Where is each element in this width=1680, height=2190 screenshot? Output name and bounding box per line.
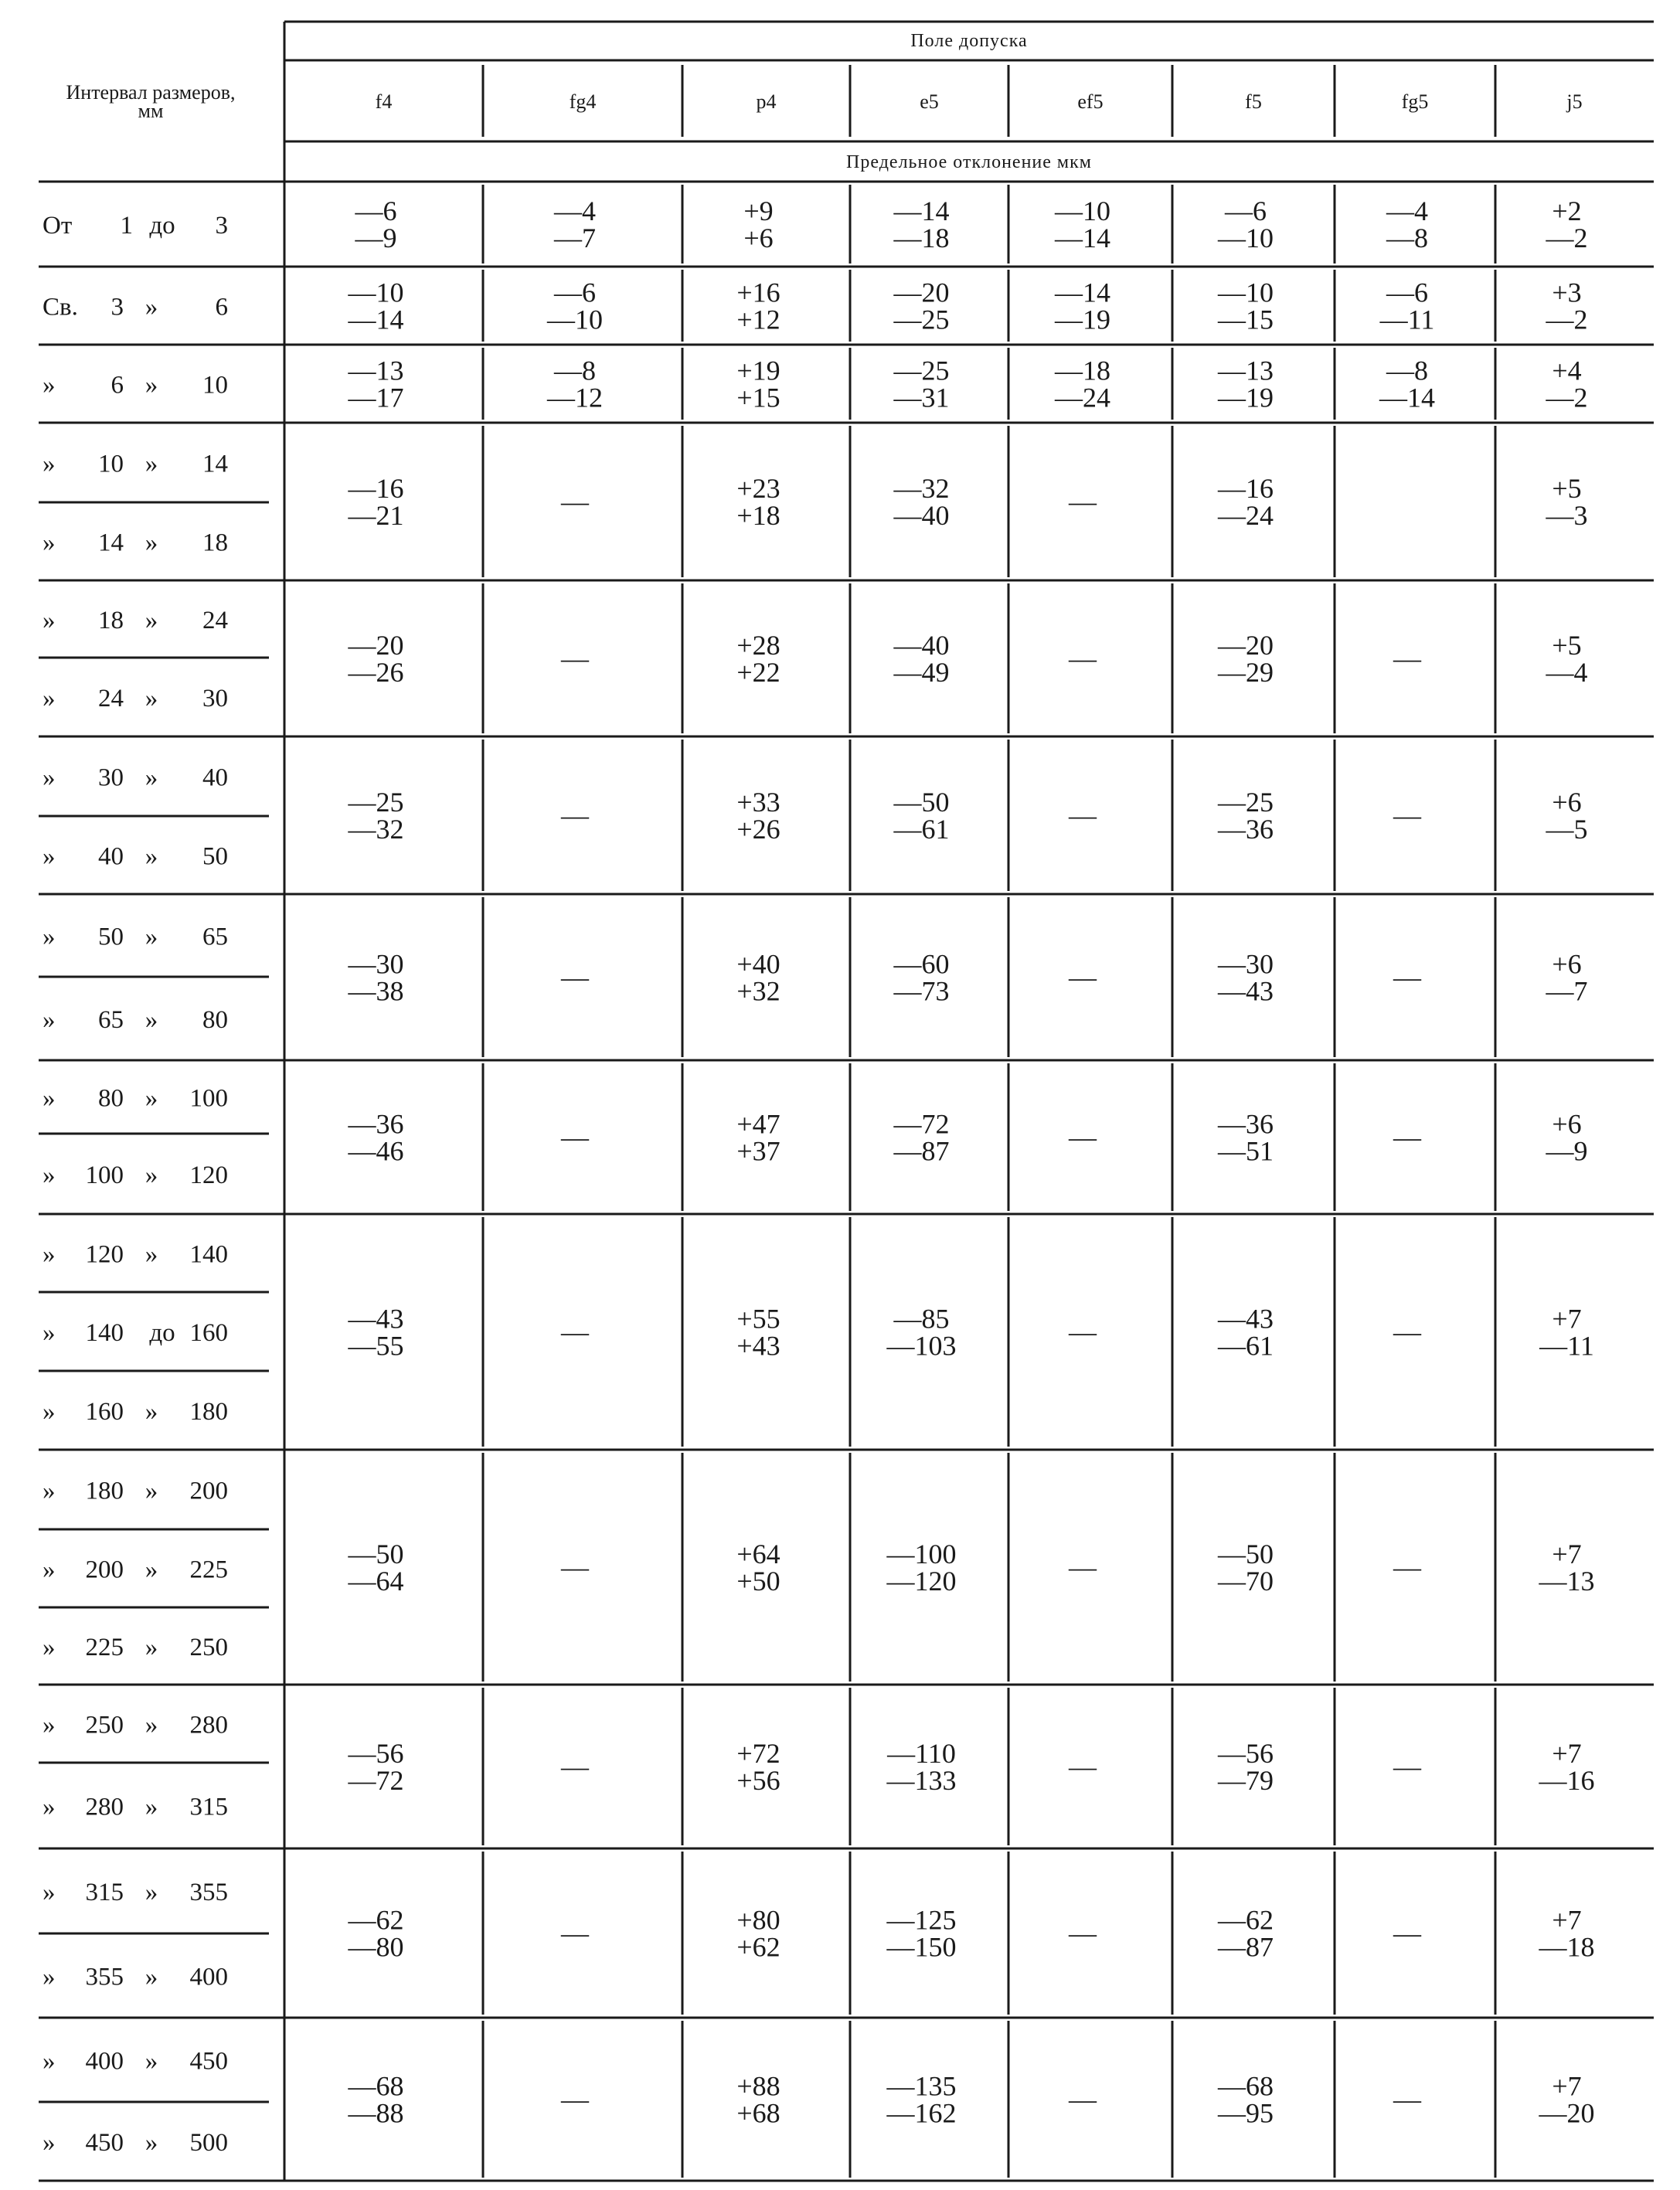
interval-separator: » bbox=[145, 1161, 158, 1189]
lower-deviation: —73 bbox=[893, 975, 950, 1007]
upper-deviation: —56 bbox=[1218, 1738, 1274, 1769]
interval-to: 18 bbox=[202, 529, 228, 557]
interval-to: 50 bbox=[202, 842, 228, 871]
interval-separator: » bbox=[145, 1398, 158, 1426]
lower-deviation: —150 bbox=[886, 1931, 957, 1963]
no-value-dash: — bbox=[561, 1917, 589, 1949]
lower-deviation: —18 bbox=[1539, 1931, 1595, 1963]
interval-separator: » bbox=[145, 1240, 158, 1269]
interval-separator: » bbox=[145, 2129, 158, 2157]
interval-to: 14 bbox=[202, 450, 228, 478]
lower-deviation: —2 bbox=[1546, 304, 1588, 335]
interval-to: 200 bbox=[189, 1477, 228, 1505]
interval-from: 18 bbox=[98, 607, 124, 634]
no-value-dash: — bbox=[561, 486, 589, 517]
column-header-j5: j5 bbox=[1566, 90, 1583, 113]
interval-separator: » bbox=[145, 450, 158, 478]
upper-deviation: —36 bbox=[348, 1108, 404, 1140]
lower-deviation: —21 bbox=[348, 500, 404, 531]
interval-header-label: Интервал размеров, bbox=[66, 81, 236, 104]
no-value-dash: — bbox=[561, 1751, 589, 1782]
interval-prefix: » bbox=[43, 1477, 56, 1505]
no-value-dash: — bbox=[561, 643, 589, 674]
interval-to: 80 bbox=[202, 1006, 228, 1034]
lower-deviation: —51 bbox=[1218, 1135, 1274, 1167]
interval-separator: » bbox=[145, 1711, 158, 1739]
upper-deviation: +64 bbox=[736, 1539, 780, 1569]
interval-separator: » bbox=[145, 1006, 158, 1034]
lower-deviation: +22 bbox=[736, 657, 780, 688]
upper-deviation: —43 bbox=[1218, 1303, 1274, 1335]
lower-deviation: —87 bbox=[893, 1135, 950, 1167]
lower-deviation: —95 bbox=[1218, 2097, 1274, 2129]
upper-deviation: —6 bbox=[554, 277, 596, 308]
upper-deviation: —6 bbox=[1386, 277, 1428, 308]
lower-deviation: +6 bbox=[743, 223, 774, 253]
upper-deviation: +23 bbox=[736, 473, 780, 504]
lower-deviation: —16 bbox=[1539, 1765, 1595, 1796]
upper-deviation: —43 bbox=[348, 1303, 404, 1335]
lower-deviation: —32 bbox=[348, 814, 404, 845]
lower-deviation: —55 bbox=[348, 1330, 404, 1362]
interval-from: 250 bbox=[85, 1711, 124, 1739]
upper-deviation: +7 bbox=[1552, 1738, 1582, 1769]
interval-from: 400 bbox=[85, 2047, 124, 2076]
interval-prefix: От bbox=[43, 212, 73, 240]
lower-deviation: —80 bbox=[348, 1931, 404, 1963]
upper-deviation: +6 bbox=[1552, 948, 1582, 980]
interval-prefix: » bbox=[43, 1793, 56, 1821]
lower-deviation: —10 bbox=[1218, 223, 1274, 253]
upper-deviation: —18 bbox=[1055, 355, 1110, 386]
table-text bbox=[43, 31, 1595, 2157]
upper-deviation: —16 bbox=[348, 473, 404, 504]
interval-to: 355 bbox=[189, 1879, 228, 1906]
lower-deviation: —49 bbox=[893, 657, 950, 688]
interval-separator: » bbox=[145, 1084, 158, 1113]
no-value-dash: — bbox=[1069, 2083, 1097, 2115]
lower-deviation: +18 bbox=[736, 500, 780, 531]
column-header-f4: f4 bbox=[375, 90, 393, 113]
interval-prefix: » bbox=[43, 923, 56, 951]
interval-prefix: » bbox=[43, 1556, 56, 1584]
lower-deviation: —72 bbox=[348, 1765, 404, 1796]
interval-to: 500 bbox=[189, 2129, 228, 2157]
no-value-dash: — bbox=[1393, 1316, 1421, 1348]
upper-deviation: —50 bbox=[1218, 1539, 1274, 1569]
lower-deviation: —14 bbox=[348, 304, 404, 335]
upper-deviation: —100 bbox=[886, 1539, 957, 1569]
lower-deviation: —133 bbox=[886, 1765, 957, 1796]
interval-prefix: » bbox=[43, 1240, 56, 1269]
no-value-dash: — bbox=[1069, 1751, 1097, 1782]
lower-deviation: —70 bbox=[1218, 1566, 1274, 1597]
no-value-dash: — bbox=[1393, 2083, 1421, 2115]
interval-prefix: » bbox=[43, 1161, 56, 1189]
upper-deviation: +72 bbox=[736, 1738, 780, 1769]
no-value-dash: — bbox=[1393, 1751, 1421, 1782]
interval-from: 14 bbox=[98, 529, 124, 557]
upper-deviation: +40 bbox=[736, 948, 780, 980]
upper-deviation: —10 bbox=[1055, 196, 1110, 226]
interval-from: 180 bbox=[85, 1477, 124, 1505]
interval-separator: » bbox=[145, 1879, 158, 1906]
no-value-dash: — bbox=[1393, 1552, 1421, 1583]
interval-separator: » bbox=[145, 1634, 158, 1661]
interval-separator: » bbox=[145, 1963, 158, 1991]
interval-prefix: » bbox=[43, 1398, 56, 1426]
upper-deviation: +80 bbox=[736, 1904, 780, 1936]
upper-deviation: —60 bbox=[893, 948, 950, 980]
interval-to: 450 bbox=[189, 2047, 228, 2076]
no-value-dash: — bbox=[561, 961, 589, 993]
lower-deviation: —15 bbox=[1218, 304, 1274, 335]
lower-deviation: —13 bbox=[1539, 1566, 1595, 1597]
lower-deviation: —3 bbox=[1546, 500, 1588, 531]
upper-deviation: —20 bbox=[893, 277, 950, 308]
lower-deviation: —24 bbox=[1218, 500, 1274, 531]
table-rules bbox=[39, 22, 1654, 2181]
no-value-dash: — bbox=[1393, 800, 1421, 831]
upper-deviation: —14 bbox=[893, 196, 950, 226]
upper-deviation: —68 bbox=[348, 2070, 404, 2102]
interval-from: 355 bbox=[85, 1963, 124, 1991]
upper-deviation: —6 bbox=[355, 196, 397, 226]
upper-deviation: —4 bbox=[1386, 196, 1428, 226]
lower-deviation: —36 bbox=[1218, 814, 1274, 845]
lower-deviation: —9 bbox=[1546, 1135, 1588, 1167]
lower-deviation: +37 bbox=[736, 1135, 780, 1167]
upper-deviation: —40 bbox=[893, 630, 950, 661]
interval-to: 3 bbox=[215, 212, 228, 240]
upper-deviation: —30 bbox=[1218, 948, 1274, 980]
upper-deviation: +7 bbox=[1552, 1303, 1582, 1335]
interval-prefix: » bbox=[43, 2047, 56, 2076]
interval-to: 160 bbox=[189, 1319, 228, 1347]
upper-deviation: +5 bbox=[1552, 630, 1582, 661]
deviation-header: Предельное отклонение мкм bbox=[846, 152, 1092, 172]
upper-deviation: —13 bbox=[348, 355, 404, 386]
lower-deviation: —20 bbox=[1539, 2097, 1595, 2129]
upper-deviation: —85 bbox=[893, 1303, 950, 1335]
column-header-e5: e5 bbox=[920, 90, 939, 113]
no-value-dash: — bbox=[1069, 800, 1097, 831]
interval-prefix: » bbox=[43, 2129, 56, 2157]
no-value-dash: — bbox=[1393, 1121, 1421, 1153]
upper-deviation: +88 bbox=[736, 2070, 780, 2102]
upper-deviation: —62 bbox=[1218, 1904, 1274, 1936]
no-value-dash: — bbox=[1069, 961, 1097, 993]
upper-deviation: —25 bbox=[1218, 787, 1274, 818]
upper-deviation: —30 bbox=[348, 948, 404, 980]
interval-from: 120 bbox=[85, 1240, 124, 1269]
upper-deviation: +3 bbox=[1552, 277, 1582, 308]
upper-deviation: —13 bbox=[1218, 355, 1274, 386]
interval-from: 315 bbox=[85, 1879, 124, 1906]
upper-deviation: —36 bbox=[1218, 1108, 1274, 1140]
upper-deviation: —20 bbox=[1218, 630, 1274, 661]
upper-deviation: —56 bbox=[348, 1738, 404, 1769]
lower-deviation: —38 bbox=[348, 975, 404, 1007]
lower-deviation: —162 bbox=[886, 2097, 957, 2129]
interval-prefix: » bbox=[43, 371, 56, 400]
no-value-dash: — bbox=[1069, 1917, 1097, 1949]
interval-from: 65 bbox=[98, 1006, 124, 1034]
lower-deviation: —26 bbox=[348, 657, 404, 688]
lower-deviation: —88 bbox=[348, 2097, 404, 2129]
interval-from: 140 bbox=[85, 1319, 124, 1347]
interval-from: 3 bbox=[111, 293, 124, 321]
lower-deviation: —31 bbox=[893, 382, 950, 413]
lower-deviation: —19 bbox=[1055, 304, 1110, 335]
interval-to: 225 bbox=[189, 1556, 228, 1584]
interval-to: 400 bbox=[189, 1963, 228, 1991]
lower-deviation: +32 bbox=[736, 975, 780, 1007]
no-value-dash: — bbox=[1393, 961, 1421, 993]
interval-prefix: Св. bbox=[43, 293, 78, 321]
no-value-dash: — bbox=[1069, 1316, 1097, 1348]
lower-deviation: —18 bbox=[893, 223, 950, 253]
interval-prefix: » bbox=[43, 1084, 56, 1113]
lower-deviation: —12 bbox=[547, 382, 603, 413]
no-value-dash: — bbox=[1069, 1121, 1097, 1153]
interval-separator: » bbox=[145, 529, 158, 557]
upper-deviation: +19 bbox=[736, 355, 780, 386]
interval-prefix: » bbox=[43, 450, 56, 478]
interval-prefix: » bbox=[43, 1006, 56, 1034]
interval-separator: » bbox=[145, 685, 158, 712]
lower-deviation: —11 bbox=[1539, 1330, 1594, 1362]
no-value-dash: — bbox=[1069, 1552, 1097, 1583]
interval-from: 6 bbox=[111, 371, 124, 400]
lower-deviation: —14 bbox=[1379, 382, 1435, 413]
interval-to: 10 bbox=[202, 371, 228, 400]
upper-deviation: —72 bbox=[893, 1108, 950, 1140]
interval-to: 30 bbox=[202, 685, 228, 712]
interval-separator: до bbox=[149, 212, 175, 240]
lower-deviation: +12 bbox=[736, 304, 780, 335]
no-value-dash: — bbox=[561, 1316, 589, 1348]
upper-deviation: +2 bbox=[1552, 196, 1582, 226]
lower-deviation: —17 bbox=[348, 382, 404, 413]
lower-deviation: —4 bbox=[1546, 657, 1588, 688]
lower-deviation: —2 bbox=[1546, 223, 1588, 253]
interval-separator: » bbox=[145, 293, 158, 321]
interval-to: 280 bbox=[189, 1711, 228, 1739]
upper-deviation: —10 bbox=[1218, 277, 1274, 308]
interval-prefix: » bbox=[43, 607, 56, 634]
upper-deviation: +28 bbox=[736, 630, 780, 661]
interval-to: 250 bbox=[189, 1634, 228, 1661]
lower-deviation: +56 bbox=[736, 1765, 780, 1796]
interval-prefix: » bbox=[43, 685, 56, 712]
no-value-dash: — bbox=[561, 1552, 589, 1583]
interval-prefix: » bbox=[43, 1711, 56, 1739]
upper-deviation: —50 bbox=[893, 787, 950, 818]
upper-deviation: —8 bbox=[554, 355, 596, 386]
interval-from: 40 bbox=[98, 842, 124, 871]
interval-separator: » bbox=[145, 371, 158, 400]
upper-deviation: +47 bbox=[736, 1108, 780, 1140]
upper-deviation: —10 bbox=[348, 277, 404, 308]
interval-prefix: » bbox=[43, 1634, 56, 1661]
lower-deviation: —5 bbox=[1546, 814, 1588, 845]
interval-from: 100 bbox=[85, 1161, 124, 1189]
upper-deviation: —6 bbox=[1225, 196, 1267, 226]
upper-deviation: +6 bbox=[1552, 787, 1582, 818]
interval-separator: » bbox=[145, 1477, 158, 1505]
interval-separator: » bbox=[145, 923, 158, 951]
interval-prefix: » bbox=[43, 842, 56, 871]
lower-deviation: —2 bbox=[1546, 382, 1588, 413]
lower-deviation: —79 bbox=[1218, 1765, 1274, 1796]
interval-to: 315 bbox=[189, 1793, 228, 1821]
lower-deviation: +50 bbox=[736, 1566, 780, 1597]
lower-deviation: —25 bbox=[893, 304, 950, 335]
interval-prefix: » bbox=[43, 1879, 56, 1906]
upper-deviation: —16 bbox=[1218, 473, 1274, 504]
upper-deviation: —68 bbox=[1218, 2070, 1274, 2102]
lower-deviation: —61 bbox=[1218, 1330, 1274, 1362]
no-value-dash: — bbox=[561, 2083, 589, 2115]
interval-from: 30 bbox=[98, 763, 124, 792]
lower-deviation: —11 bbox=[1379, 304, 1435, 335]
upper-deviation: —14 bbox=[1055, 277, 1110, 308]
column-header-ef5: ef5 bbox=[1077, 90, 1104, 113]
lower-deviation: —7 bbox=[554, 223, 596, 253]
interval-to: 120 bbox=[189, 1161, 228, 1189]
interval-prefix: » bbox=[43, 763, 56, 792]
upper-deviation: —25 bbox=[348, 787, 404, 818]
interval-to: 180 bbox=[189, 1398, 228, 1426]
lower-deviation: —8 bbox=[1386, 223, 1428, 253]
interval-header-unit: мм bbox=[138, 100, 164, 122]
upper-deviation: —25 bbox=[893, 355, 950, 386]
interval-separator: » bbox=[145, 763, 158, 792]
interval-from: 1 bbox=[120, 212, 133, 240]
interval-separator: » bbox=[145, 842, 158, 871]
upper-deviation: +9 bbox=[743, 196, 774, 226]
lower-deviation: —43 bbox=[1218, 975, 1274, 1007]
upper-deviation: —4 bbox=[554, 196, 596, 226]
upper-deviation: +7 bbox=[1552, 1904, 1582, 1936]
lower-deviation: —14 bbox=[1055, 223, 1110, 253]
interval-to: 65 bbox=[202, 923, 228, 951]
upper-deviation: —110 bbox=[887, 1738, 956, 1769]
interval-from: 200 bbox=[85, 1556, 124, 1584]
upper-deviation: +33 bbox=[736, 787, 780, 818]
upper-deviation: +7 bbox=[1552, 2070, 1582, 2102]
upper-deviation: —8 bbox=[1386, 355, 1428, 386]
interval-from: 450 bbox=[85, 2129, 124, 2157]
upper-deviation: +55 bbox=[736, 1303, 780, 1335]
lower-deviation: —24 bbox=[1055, 382, 1110, 413]
no-value-dash: — bbox=[561, 1121, 589, 1153]
lower-deviation: +62 bbox=[736, 1931, 780, 1963]
lower-deviation: —9 bbox=[355, 223, 397, 253]
interval-from: 80 bbox=[98, 1084, 124, 1113]
upper-deviation: +7 bbox=[1552, 1539, 1582, 1569]
interval-from: 24 bbox=[98, 685, 124, 712]
upper-deviation: —32 bbox=[893, 473, 950, 504]
lower-deviation: —120 bbox=[886, 1566, 957, 1597]
lower-deviation: —64 bbox=[348, 1566, 404, 1597]
lower-deviation: —61 bbox=[893, 814, 950, 845]
lower-deviation: +68 bbox=[736, 2097, 780, 2129]
no-value-dash: — bbox=[1393, 643, 1421, 674]
tolerance-field-header: Поле допуска bbox=[910, 31, 1028, 51]
interval-from: 50 bbox=[98, 923, 124, 951]
lower-deviation: —10 bbox=[547, 304, 603, 335]
interval-prefix: » bbox=[43, 1319, 56, 1347]
upper-deviation: +16 bbox=[736, 277, 780, 308]
column-header-f5: f5 bbox=[1245, 90, 1262, 113]
column-header-fg5: fg5 bbox=[1401, 90, 1429, 113]
upper-deviation: —62 bbox=[348, 1904, 404, 1936]
interval-separator: » bbox=[145, 607, 158, 634]
no-value-dash: — bbox=[561, 800, 589, 831]
lower-deviation: +15 bbox=[736, 382, 780, 413]
interval-to: 6 bbox=[215, 293, 228, 321]
interval-to: 100 bbox=[189, 1084, 228, 1113]
no-value-dash: — bbox=[1069, 486, 1097, 517]
interval-separator: » bbox=[145, 2047, 158, 2076]
interval-to: 40 bbox=[202, 763, 228, 792]
interval-from: 280 bbox=[85, 1793, 124, 1821]
interval-separator: » bbox=[145, 1556, 158, 1584]
interval-prefix: » bbox=[43, 529, 56, 557]
interval-separator: » bbox=[145, 1793, 158, 1821]
lower-deviation: —40 bbox=[893, 500, 950, 531]
lower-deviation: —46 bbox=[348, 1135, 404, 1167]
upper-deviation: —125 bbox=[886, 1904, 957, 1936]
lower-deviation: —103 bbox=[886, 1330, 957, 1362]
upper-deviation: —50 bbox=[348, 1539, 404, 1569]
column-header-p4: p4 bbox=[756, 90, 777, 113]
interval-to: 140 bbox=[189, 1240, 228, 1269]
upper-deviation: —135 bbox=[886, 2070, 957, 2102]
lower-deviation: —7 bbox=[1546, 975, 1588, 1007]
interval-separator: до bbox=[149, 1319, 175, 1347]
interval-prefix: » bbox=[43, 1963, 56, 1991]
interval-from: 160 bbox=[85, 1398, 124, 1426]
no-value-dash: — bbox=[1393, 1917, 1421, 1949]
upper-deviation: +6 bbox=[1552, 1108, 1582, 1140]
lower-deviation: —87 bbox=[1218, 1931, 1274, 1963]
interval-from: 225 bbox=[85, 1634, 124, 1661]
lower-deviation: +43 bbox=[736, 1330, 780, 1362]
no-value-dash: — bbox=[1069, 643, 1097, 674]
lower-deviation: +26 bbox=[736, 814, 780, 845]
lower-deviation: —29 bbox=[1218, 657, 1274, 688]
column-header-fg4: fg4 bbox=[569, 90, 597, 113]
upper-deviation: +5 bbox=[1552, 473, 1582, 504]
upper-deviation: +4 bbox=[1552, 355, 1582, 386]
lower-deviation: —19 bbox=[1218, 382, 1274, 413]
interval-from: 10 bbox=[98, 450, 124, 478]
upper-deviation: —20 bbox=[348, 630, 404, 661]
interval-to: 24 bbox=[202, 607, 228, 634]
